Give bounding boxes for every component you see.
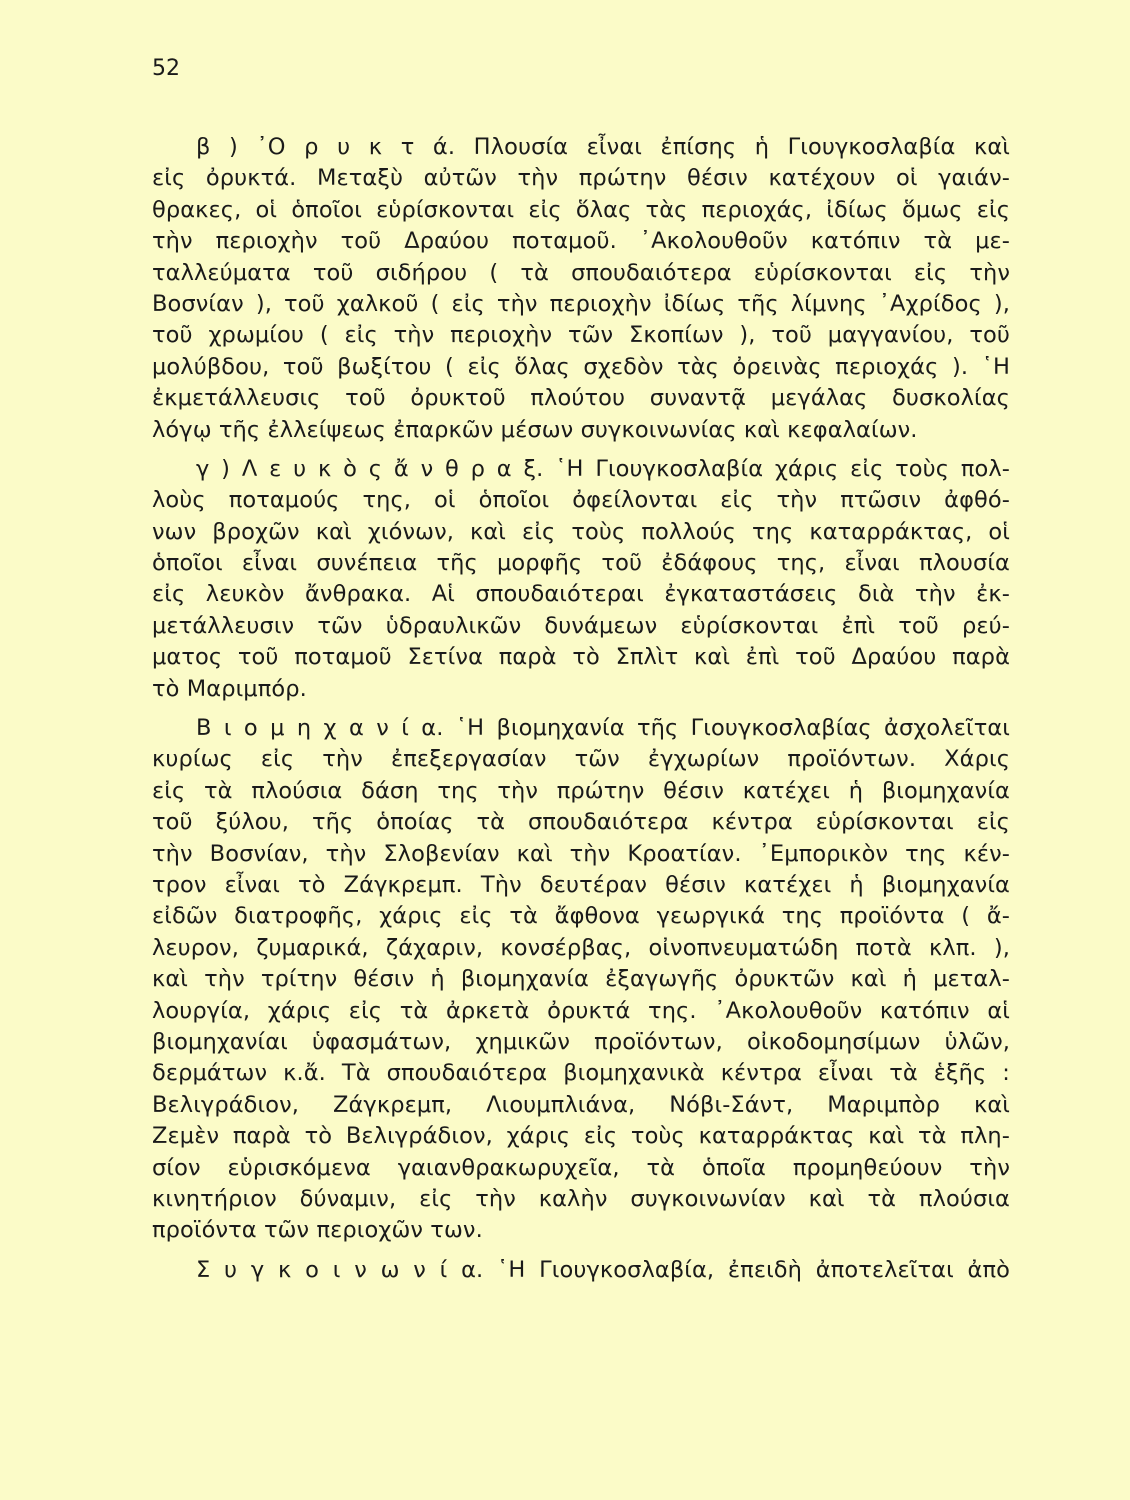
section-heading: Σ υ γ κ ο ι ν ω ν ί α. (196, 1256, 484, 1283)
line-text: εἰς τὰ πλούσια δάση της τὴν πρώτην θέσιν κατέχει ἡ βιομηχανία (152, 777, 1010, 804)
text-line (152, 807, 1010, 838)
text-line (152, 744, 1010, 775)
paragraph (152, 713, 1010, 1247)
line-text: σίον εὑρισκόμενα γαιανθρακωρυχεῖα, τὰ ὁποῖα προμηθεύουν τὴν (152, 1154, 1010, 1181)
text-line (152, 289, 1010, 320)
line-text: καὶ τὴν τρίτην θέσιν ἡ βιομηχανία ἐξαγωγῆς ὀρυκτῶν καὶ ἡ μεταλ- (152, 966, 1010, 993)
text-line (152, 454, 1010, 485)
text-line (152, 1027, 1010, 1058)
line-text: ῾Η Γιουγκοσλαβία, ἐπειδὴ ἀποτελεῖται ἀπὸ (483, 1256, 1010, 1283)
text-line (152, 933, 1010, 964)
line-text: μολύβδου, τοῦ βωξίτου ( εἰς ὅλας σχεδὸν τὰς ὀρεινὰς περιοχάς ). ῾Η (152, 353, 1010, 380)
text-line (152, 383, 1010, 414)
line-text: νων βροχῶν καὶ χιόνων, καὶ εἰς τοὺς πολλούς της καταρράκτας, οἱ (152, 518, 1010, 545)
text-line (152, 642, 1010, 673)
section-heading: β ) ᾿Ο ρ υ κ τ ά. (196, 134, 456, 160)
text-line (152, 611, 1010, 642)
text-line (152, 870, 1010, 901)
line-text: τρον εἶναι τὸ Ζάγκρεμπ. Τὴν δευτέραν θέσιν κατέχει ἡ βιομηχανία (152, 871, 1010, 898)
text-line (152, 548, 1010, 579)
line-text: τὴν Βοσνίαν, τὴν Σλοβενίαν καὶ τὴν Κροατίαν. ᾿Εμπορικὸν της κέν- (152, 840, 1010, 867)
line-text: τοῦ ξύλου, τῆς ὁποίας τὰ σπουδαιότερα κέντρα εὑρίσκονται εἰς (152, 809, 1010, 836)
paragraph (152, 1255, 1010, 1286)
paragraph (152, 132, 1010, 446)
section-heading: γ ) Λ ε υ κ ὸ ς ἄ ν θ ρ α ξ. (196, 455, 544, 482)
line-text: Βοσνίαν ), τοῦ χαλκοῦ ( εἰς τὴν περιοχὴν ἰδίως τῆς λίμνης ᾿Αχρίδος ), (152, 290, 1010, 317)
line-text: προϊόντα τῶν περιοχῶν των. (152, 1217, 483, 1244)
text-line (152, 517, 1010, 548)
line-text: λευρον, ζυμαρικά, ζάχαριν, κονσέρβας, οἰνοπνευματώδη ποτὰ κλπ. ), (152, 934, 1010, 961)
line-text: κινητήριον δύναμιν, εἰς τὴν καλὴν συγκοινωνίαν καὶ τὰ πλούσια (152, 1185, 1010, 1212)
text-line (152, 226, 1010, 257)
text-line (152, 1255, 1010, 1286)
line-text: ἐκμετάλλευσις τοῦ ὀρυκτοῦ πλούτου συναντᾷ μεγάλας δυσκολίας (152, 385, 1010, 412)
line-text: τοῦ χρωμίου ( εἰς τὴν περιοχὴν τῶν Σκοπίων ), τοῦ μαγγανίου, τοῦ (152, 322, 1010, 349)
text-line (152, 1090, 1010, 1121)
line-text: τὸ Μαριμπόρ. (152, 675, 307, 702)
text-line (152, 713, 1010, 744)
body-text (152, 132, 1010, 1286)
line-text: λουργία, χάρις εἰς τὰ ἀρκετὰ ὀρυκτά της. ᾿Ακολουθοῦν κατόπιν αἱ (152, 997, 1010, 1024)
text-line (152, 839, 1010, 870)
paragraph-gap (152, 705, 1010, 713)
line-text: μετάλλευσιν τῶν ὑδραυλικῶν δυνάμεων εὑρίσκονται ἐπὶ τοῦ ρεύ- (152, 612, 1010, 639)
line-text: θρακες, οἱ ὁποῖοι εὑρίσκονται εἰς ὅλας τὰς περιοχάς, ἰδίως ὅμως εἰς (152, 196, 1010, 223)
text-line (152, 901, 1010, 932)
line-text: ῾Η βιομηχανία τῆς Γιουγκοσλαβίας ἀσχολεῖται (443, 715, 1010, 742)
line-text: ματος τοῦ ποταμοῦ Σετίνα παρὰ τὸ Σπλὶτ καὶ ἐπὶ τοῦ Δραύου παρὰ (152, 644, 1010, 671)
line-text: δερμάτων κ.ἄ. Τὰ σπουδαιότερα βιομηχανικὰ κέντρα εἶναι τὰ ἑξῆς : (152, 1060, 1010, 1087)
text-line (152, 320, 1010, 351)
paragraph-gap (152, 446, 1010, 454)
line-text: τὴν περιοχὴν τοῦ Δραύου ποταμοῦ. ᾿Ακολουθοῦν κατόπιν τὰ με- (152, 228, 1010, 255)
line-text: λόγῳ τῆς ἐλλείψεως ἐπαρκῶν μέσων συγκοινωνίας καὶ κεφαλαίων. (152, 416, 918, 443)
line-text: εἰδῶν διατροφῆς, χάρις εἰς τὰ ἄφθονα γεωργικά της προϊόντα ( ἄ- (152, 903, 1010, 930)
line-text: Βελιγράδιον, Ζάγκρεμπ, Λιουμπλιάνα, Νόβι-Σάντ, Μαριμπὸρ καὶ (152, 1091, 1010, 1118)
line-text: ὁποῖοι εἶναι συνέπεια τῆς μορφῆς τοῦ ἐδάφους της, εἶναι πλουσία (152, 550, 1010, 577)
text-line (152, 485, 1010, 516)
paragraph-gap (152, 1247, 1010, 1255)
line-text: εἰς ὀρυκτά. Μεταξὺ αὐτῶν τὴν πρώτην θέσιν κατέχουν οἱ γαιάν- (152, 165, 1010, 192)
line-text: βιομηχανίαι ὑφασμάτων, χημικῶν προϊόντων, οἰκοδομησίμων ὑλῶν, (152, 1028, 1010, 1055)
line-text: Ζεμὲν παρὰ τὸ Βελιγράδιον, χάρις εἰς τοὺς καταρράκτας καὶ τὰ πλη- (152, 1123, 1010, 1150)
line-text: Πλουσία εἶναι ἐπίσης ἡ Γιουγκοσλαβία καὶ (455, 134, 1011, 160)
line-text: ῾Η Γιουγκοσλαβία χάρις εἰς τοὺς πολ- (543, 455, 1011, 482)
text-line (152, 195, 1010, 226)
line-text: εἰς λευκὸν ἄνθρακα. Αἱ σπουδαιότεραι ἐγκαταστάσεις διὰ τὴν ἐκ- (152, 581, 1010, 608)
line-text: κυρίως εἰς τὴν ἐπεξεργασίαν τῶν ἐγχωρίων προϊόντων. Χάρις (152, 746, 1010, 773)
text-line (152, 352, 1010, 383)
line-text: ταλλεύματα τοῦ σιδήρου ( τὰ σπουδαιότερα εὑρίσκονται εἰς τὴν (152, 259, 1010, 286)
text-line (152, 996, 1010, 1027)
text-line (152, 776, 1010, 807)
text-line (152, 964, 1010, 995)
text-line (152, 1153, 1010, 1184)
text-line (152, 1058, 1010, 1089)
line-text: λοὺς ποταμούς της, οἱ ὁποῖοι ὀφείλονται εἰς τὴν πτῶσιν ἀφθό- (152, 487, 1010, 514)
page-number: 52 (152, 56, 180, 81)
paragraph (152, 454, 1010, 705)
text-line (152, 258, 1010, 289)
text-line (152, 674, 1010, 705)
text-line (152, 132, 1010, 163)
text-line (152, 163, 1010, 194)
text-line (152, 579, 1010, 610)
text-line (152, 415, 1010, 446)
text-line (152, 1215, 1010, 1246)
text-line (152, 1121, 1010, 1152)
section-heading: Β ι ο μ η χ α ν ί α. (196, 715, 444, 742)
text-line (152, 1184, 1010, 1215)
